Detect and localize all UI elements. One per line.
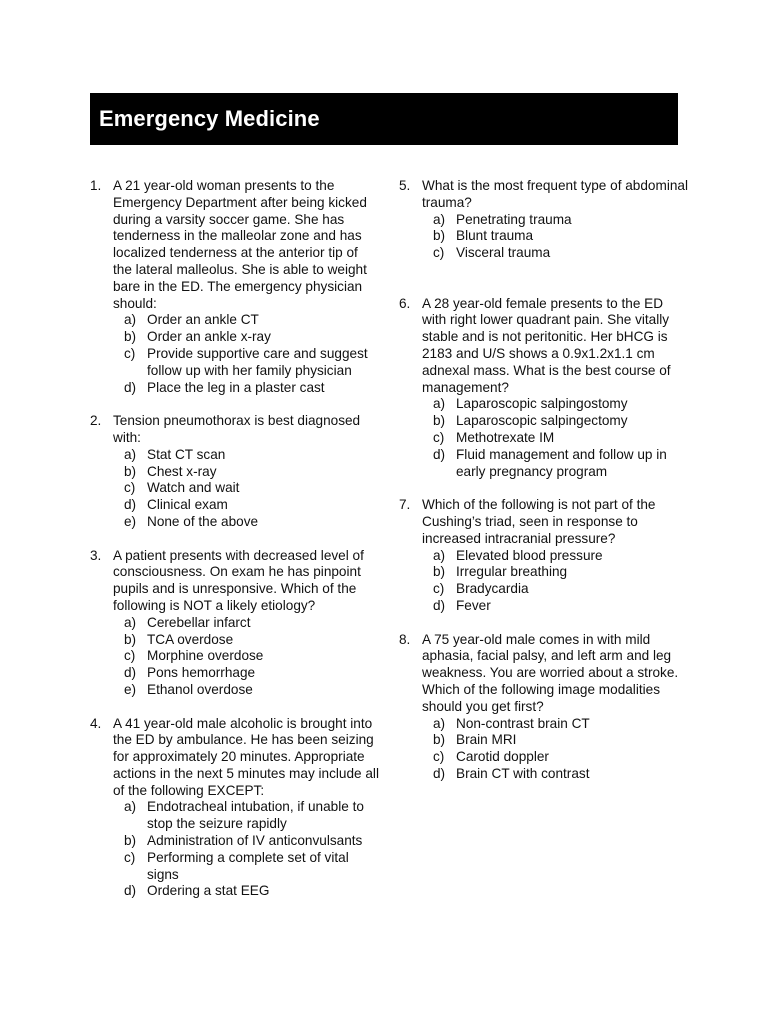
answer-option xyxy=(113,312,380,329)
answer-option xyxy=(113,447,380,464)
answer-option xyxy=(113,615,380,632)
question-text: A patient presents with decreased level of consciousness. On exam he has pinpoint pupils and is unresponsive. Which of the following is NOT a likely etiology? xyxy=(113,547,364,613)
question-3 xyxy=(90,548,380,699)
answer-option xyxy=(113,883,380,900)
option-text: Ethanol overdose xyxy=(147,681,253,697)
answer-option xyxy=(422,228,689,245)
option-letter: e) xyxy=(124,513,137,529)
answer-option xyxy=(113,833,380,850)
option-text: Visceral trauma xyxy=(456,245,551,261)
option-letter: d) xyxy=(433,446,446,462)
answer-option xyxy=(113,380,380,397)
option-text: Irregular breathing xyxy=(456,564,568,580)
answer-option xyxy=(422,430,689,447)
option-text: Fever xyxy=(456,597,491,613)
question-4 xyxy=(90,716,380,901)
question-number: 4. xyxy=(90,715,102,731)
answer-option xyxy=(422,396,689,413)
option-letter: b) xyxy=(433,228,446,244)
option-letter: c) xyxy=(124,480,136,496)
answer-option xyxy=(113,632,380,649)
option-letter: c) xyxy=(433,429,445,445)
question-6 xyxy=(399,296,689,481)
option-letter: b) xyxy=(124,833,137,849)
option-text: Fluid management and follow up in early pregnancy program xyxy=(456,446,667,479)
option-text: Pons hemorrhage xyxy=(147,665,256,681)
question-number: 2. xyxy=(90,413,102,429)
option-text: None of the above xyxy=(147,513,259,529)
option-letter: a) xyxy=(433,211,446,227)
answer-option xyxy=(422,581,689,598)
option-text: Morphine overdose xyxy=(147,648,264,664)
option-text: Carotid doppler xyxy=(456,749,549,765)
answer-option xyxy=(422,245,689,262)
question-number: 5. xyxy=(399,178,411,193)
option-letter: c) xyxy=(124,849,136,865)
option-text: Place the leg in a plaster cast xyxy=(147,379,325,395)
page-title: Emergency Medicine xyxy=(99,106,320,131)
answer-option xyxy=(422,766,689,783)
option-letter: d) xyxy=(124,497,137,513)
question-number: 6. xyxy=(399,295,411,311)
option-letter: a) xyxy=(433,715,446,731)
answer-option xyxy=(422,598,689,615)
answer-option xyxy=(113,514,380,531)
question-text: A 21 year-old woman presents to the Emergency Department after being kicked during a varsity soccer game. She has tenderness in the malleolar zone and has localized tenderness at the anterior tip of the lateral malleolus. She is able to weight bare in the ED. The emergency physician should: xyxy=(113,178,367,311)
answer-option xyxy=(113,346,380,380)
option-text: Chest x-ray xyxy=(147,463,217,479)
answer-options xyxy=(113,799,380,900)
option-letter: b) xyxy=(433,413,446,429)
option-text: Order an ankle CT xyxy=(147,312,259,328)
option-letter: b) xyxy=(433,732,446,748)
answer-option xyxy=(422,564,689,581)
answer-option xyxy=(113,480,380,497)
right-column xyxy=(399,178,689,799)
answer-option xyxy=(113,665,380,682)
answer-option xyxy=(113,648,380,665)
option-text: Blunt trauma xyxy=(456,228,534,244)
option-letter: d) xyxy=(433,597,446,613)
option-text: Cerebellar infarct xyxy=(147,614,251,630)
answer-option xyxy=(113,799,380,833)
question-text: What is the most frequent type of abdominal trauma? xyxy=(422,178,688,210)
answer-option xyxy=(422,413,689,430)
page-header xyxy=(90,93,678,145)
question-text: Tension pneumothorax is best diagnosed with: xyxy=(113,413,361,445)
answer-option xyxy=(113,497,380,514)
option-text: Watch and wait xyxy=(147,480,240,496)
option-text: Administration of IV anticonvulsants xyxy=(147,833,363,849)
option-text: Non-contrast brain CT xyxy=(456,715,590,731)
option-text: Endotracheal intubation, if unable to stop the seizure rapidly xyxy=(147,799,364,832)
option-letter: c) xyxy=(433,749,445,765)
answer-options xyxy=(422,716,689,783)
question-8 xyxy=(399,632,689,783)
option-letter: a) xyxy=(124,312,137,328)
option-letter: b) xyxy=(124,329,137,345)
question-7 xyxy=(399,497,689,615)
answer-options xyxy=(422,548,689,615)
answer-options xyxy=(422,212,689,262)
option-text: Brain MRI xyxy=(456,732,517,748)
answer-option xyxy=(422,212,689,229)
answer-option xyxy=(422,749,689,766)
answer-option xyxy=(113,329,380,346)
option-text: Ordering a stat EEG xyxy=(147,883,270,899)
answer-option xyxy=(113,682,380,699)
option-letter: b) xyxy=(433,564,446,580)
option-letter: a) xyxy=(124,799,137,815)
question-number: 7. xyxy=(399,497,411,513)
option-letter: c) xyxy=(124,648,136,664)
option-text: Order an ankle x-ray xyxy=(147,329,271,345)
question-2 xyxy=(90,413,380,531)
option-text: Laparoscopic salpingectomy xyxy=(456,413,628,429)
answer-option xyxy=(422,732,689,749)
option-text: Performing a complete set of vital signs xyxy=(147,849,349,882)
option-letter: a) xyxy=(124,446,137,462)
question-text: A 28 year-old female presents to the ED with right lower quadrant pain. She vitally stable and is not peritonitic. Her bHCG is 2183 and U/S shows a 0.9x1.2x1.1 cm adnexal mass. What is the best course of management? xyxy=(422,295,671,395)
option-letter: b) xyxy=(124,631,137,647)
question-text: Which of the following is not part of the Cushing’s triad, seen in response to increased intracranial pressure? xyxy=(422,497,656,546)
option-letter: d) xyxy=(124,665,137,681)
option-text: Provide supportive care and suggest follow up with her family physician xyxy=(147,345,368,378)
left-column xyxy=(90,178,380,917)
question-number: 3. xyxy=(90,547,102,563)
option-letter: c) xyxy=(433,245,445,261)
option-text: Elevated blood pressure xyxy=(456,547,603,563)
option-text: Bradycardia xyxy=(456,581,529,597)
option-letter: a) xyxy=(124,614,137,630)
answer-option xyxy=(113,850,380,884)
option-text: Penetrating trauma xyxy=(456,211,572,227)
option-text: Clinical exam xyxy=(147,497,228,513)
option-letter: c) xyxy=(124,345,136,361)
question-1 xyxy=(90,178,380,396)
option-text: Stat CT scan xyxy=(147,446,226,462)
option-text: TCA overdose xyxy=(147,631,234,647)
answer-option xyxy=(422,548,689,565)
option-letter: e) xyxy=(124,681,137,697)
option-letter: b) xyxy=(124,463,137,479)
answer-options xyxy=(113,447,380,531)
answer-options xyxy=(113,615,380,699)
question-text: A 75 year-old male comes in with mild aphasia, facial palsy, and left arm and leg weakness. You are worried about a stroke. Which of the following image modalities should you get first? xyxy=(422,631,679,714)
option-text: Methotrexate IM xyxy=(456,429,555,445)
answer-option xyxy=(422,447,689,481)
answer-option xyxy=(113,464,380,481)
answer-options xyxy=(422,396,689,480)
question-number: 1. xyxy=(90,178,102,193)
answer-option xyxy=(422,716,689,733)
answer-options xyxy=(113,312,380,396)
option-letter: a) xyxy=(433,547,446,563)
question-5 xyxy=(399,178,689,262)
option-text: Laparoscopic salpingostomy xyxy=(456,396,628,412)
option-letter: d) xyxy=(124,883,137,899)
option-text: Brain CT with contrast xyxy=(456,765,590,781)
option-letter: d) xyxy=(433,765,446,781)
question-text: A 41 year-old male alcoholic is brought into the ED by ambulance. He has been seizing for approximately 20 minutes. Appropriate actions in the next 5 minutes may include all of the following EXCEPT: xyxy=(113,715,379,798)
option-letter: a) xyxy=(433,396,446,412)
option-letter: c) xyxy=(433,581,445,597)
option-letter: d) xyxy=(124,379,137,395)
question-number: 8. xyxy=(399,631,411,647)
